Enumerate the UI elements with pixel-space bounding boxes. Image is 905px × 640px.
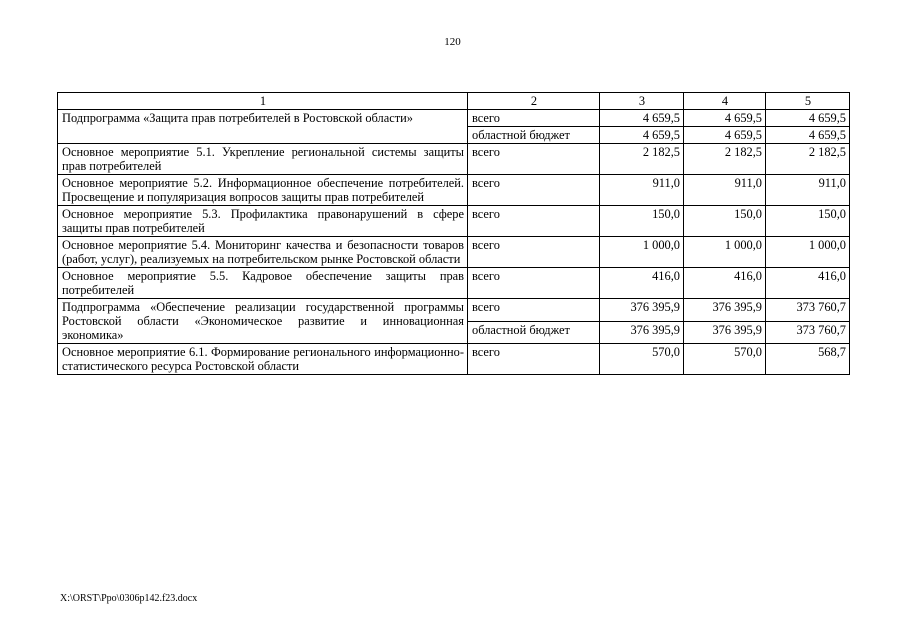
funding-source: всего (468, 206, 600, 237)
amount-cell: 4 659,5 (684, 110, 766, 127)
amount-cell: 911,0 (766, 175, 850, 206)
amount-cell: 2 182,5 (600, 144, 684, 175)
table-row (58, 110, 850, 127)
amount-cell: 416,0 (766, 268, 850, 299)
table-row (58, 299, 850, 322)
funding-source: областной бюджет (468, 321, 600, 344)
amount-cell: 376 395,9 (684, 299, 766, 322)
amount-cell: 416,0 (600, 268, 684, 299)
amount-cell: 4 659,5 (766, 110, 850, 127)
amount-cell: 373 760,7 (766, 321, 850, 344)
funding-source: всего (468, 344, 600, 375)
amount-cell: 2 182,5 (766, 144, 850, 175)
amount-cell: 4 659,5 (600, 127, 684, 144)
table-row (58, 344, 850, 375)
funding-source: всего (468, 175, 600, 206)
row-description: Основное мероприятие 5.2. Информационное обеспечение потребителей. Просвещение и популяризация вопросов защиты прав потребителей (58, 175, 468, 206)
amount-cell: 373 760,7 (766, 299, 850, 322)
amount-cell: 2 182,5 (684, 144, 766, 175)
funding-source: областной бюджет (468, 127, 600, 144)
page-number: 120 (444, 36, 461, 48)
header-cell: 4 (684, 93, 766, 110)
row-description: Подпрограмма «Защита прав потребителей в Ростовской области» (58, 110, 468, 144)
table-row (58, 237, 850, 268)
funding-source: всего (468, 110, 600, 127)
row-description: Основное мероприятие 5.4. Мониторинг качества и безопасности товаров (работ, услуг), реализуемых на потребительском рынке Ростовской области (58, 237, 468, 268)
row-description: Основное мероприятие 5.3. Профилактика правонарушений в сфере защиты прав потребителей (58, 206, 468, 237)
funding-source: всего (468, 237, 600, 268)
header-cell: 1 (58, 93, 468, 110)
amount-cell: 4 659,5 (600, 110, 684, 127)
amount-cell: 570,0 (600, 344, 684, 375)
amount-cell: 376 395,9 (600, 299, 684, 322)
funding-source: всего (468, 268, 600, 299)
header-cell: 5 (766, 93, 850, 110)
row-description: Основное мероприятие 5.5. Кадровое обеспечение защиты прав потребителей (58, 268, 468, 299)
header-row (58, 93, 850, 110)
amount-cell: 1 000,0 (684, 237, 766, 268)
amount-cell: 1 000,0 (766, 237, 850, 268)
amount-cell: 416,0 (684, 268, 766, 299)
header-cell: 3 (600, 93, 684, 110)
amount-cell: 1 000,0 (600, 237, 684, 268)
header-cell: 2 (468, 93, 600, 110)
row-description: Основное мероприятие 6.1. Формирование регионального информационно-статистического ресурса Ростовской области (58, 344, 468, 375)
row-description: Подпрограмма «Обеспечение реализации государственной программы Ростовской области «Экономическое развитие и инновационная экономика» (58, 299, 468, 344)
budget-table (57, 92, 850, 375)
amount-cell: 911,0 (600, 175, 684, 206)
funding-source: всего (468, 144, 600, 175)
table-row (58, 206, 850, 237)
amount-cell: 150,0 (684, 206, 766, 237)
table-row (58, 144, 850, 175)
amount-cell: 570,0 (684, 344, 766, 375)
file-path-footer: X:\ORST\Ppo\0306p142.f23.docx (60, 593, 198, 604)
funding-source: всего (468, 299, 600, 322)
table-row (58, 175, 850, 206)
row-description: Основное мероприятие 5.1. Укрепление региональной системы защиты прав потребителей (58, 144, 468, 175)
amount-cell: 150,0 (600, 206, 684, 237)
table-row (58, 268, 850, 299)
amount-cell: 4 659,5 (684, 127, 766, 144)
amount-cell: 376 395,9 (600, 321, 684, 344)
amount-cell: 568,7 (766, 344, 850, 375)
amount-cell: 376 395,9 (684, 321, 766, 344)
amount-cell: 4 659,5 (766, 127, 850, 144)
amount-cell: 911,0 (684, 175, 766, 206)
amount-cell: 150,0 (766, 206, 850, 237)
